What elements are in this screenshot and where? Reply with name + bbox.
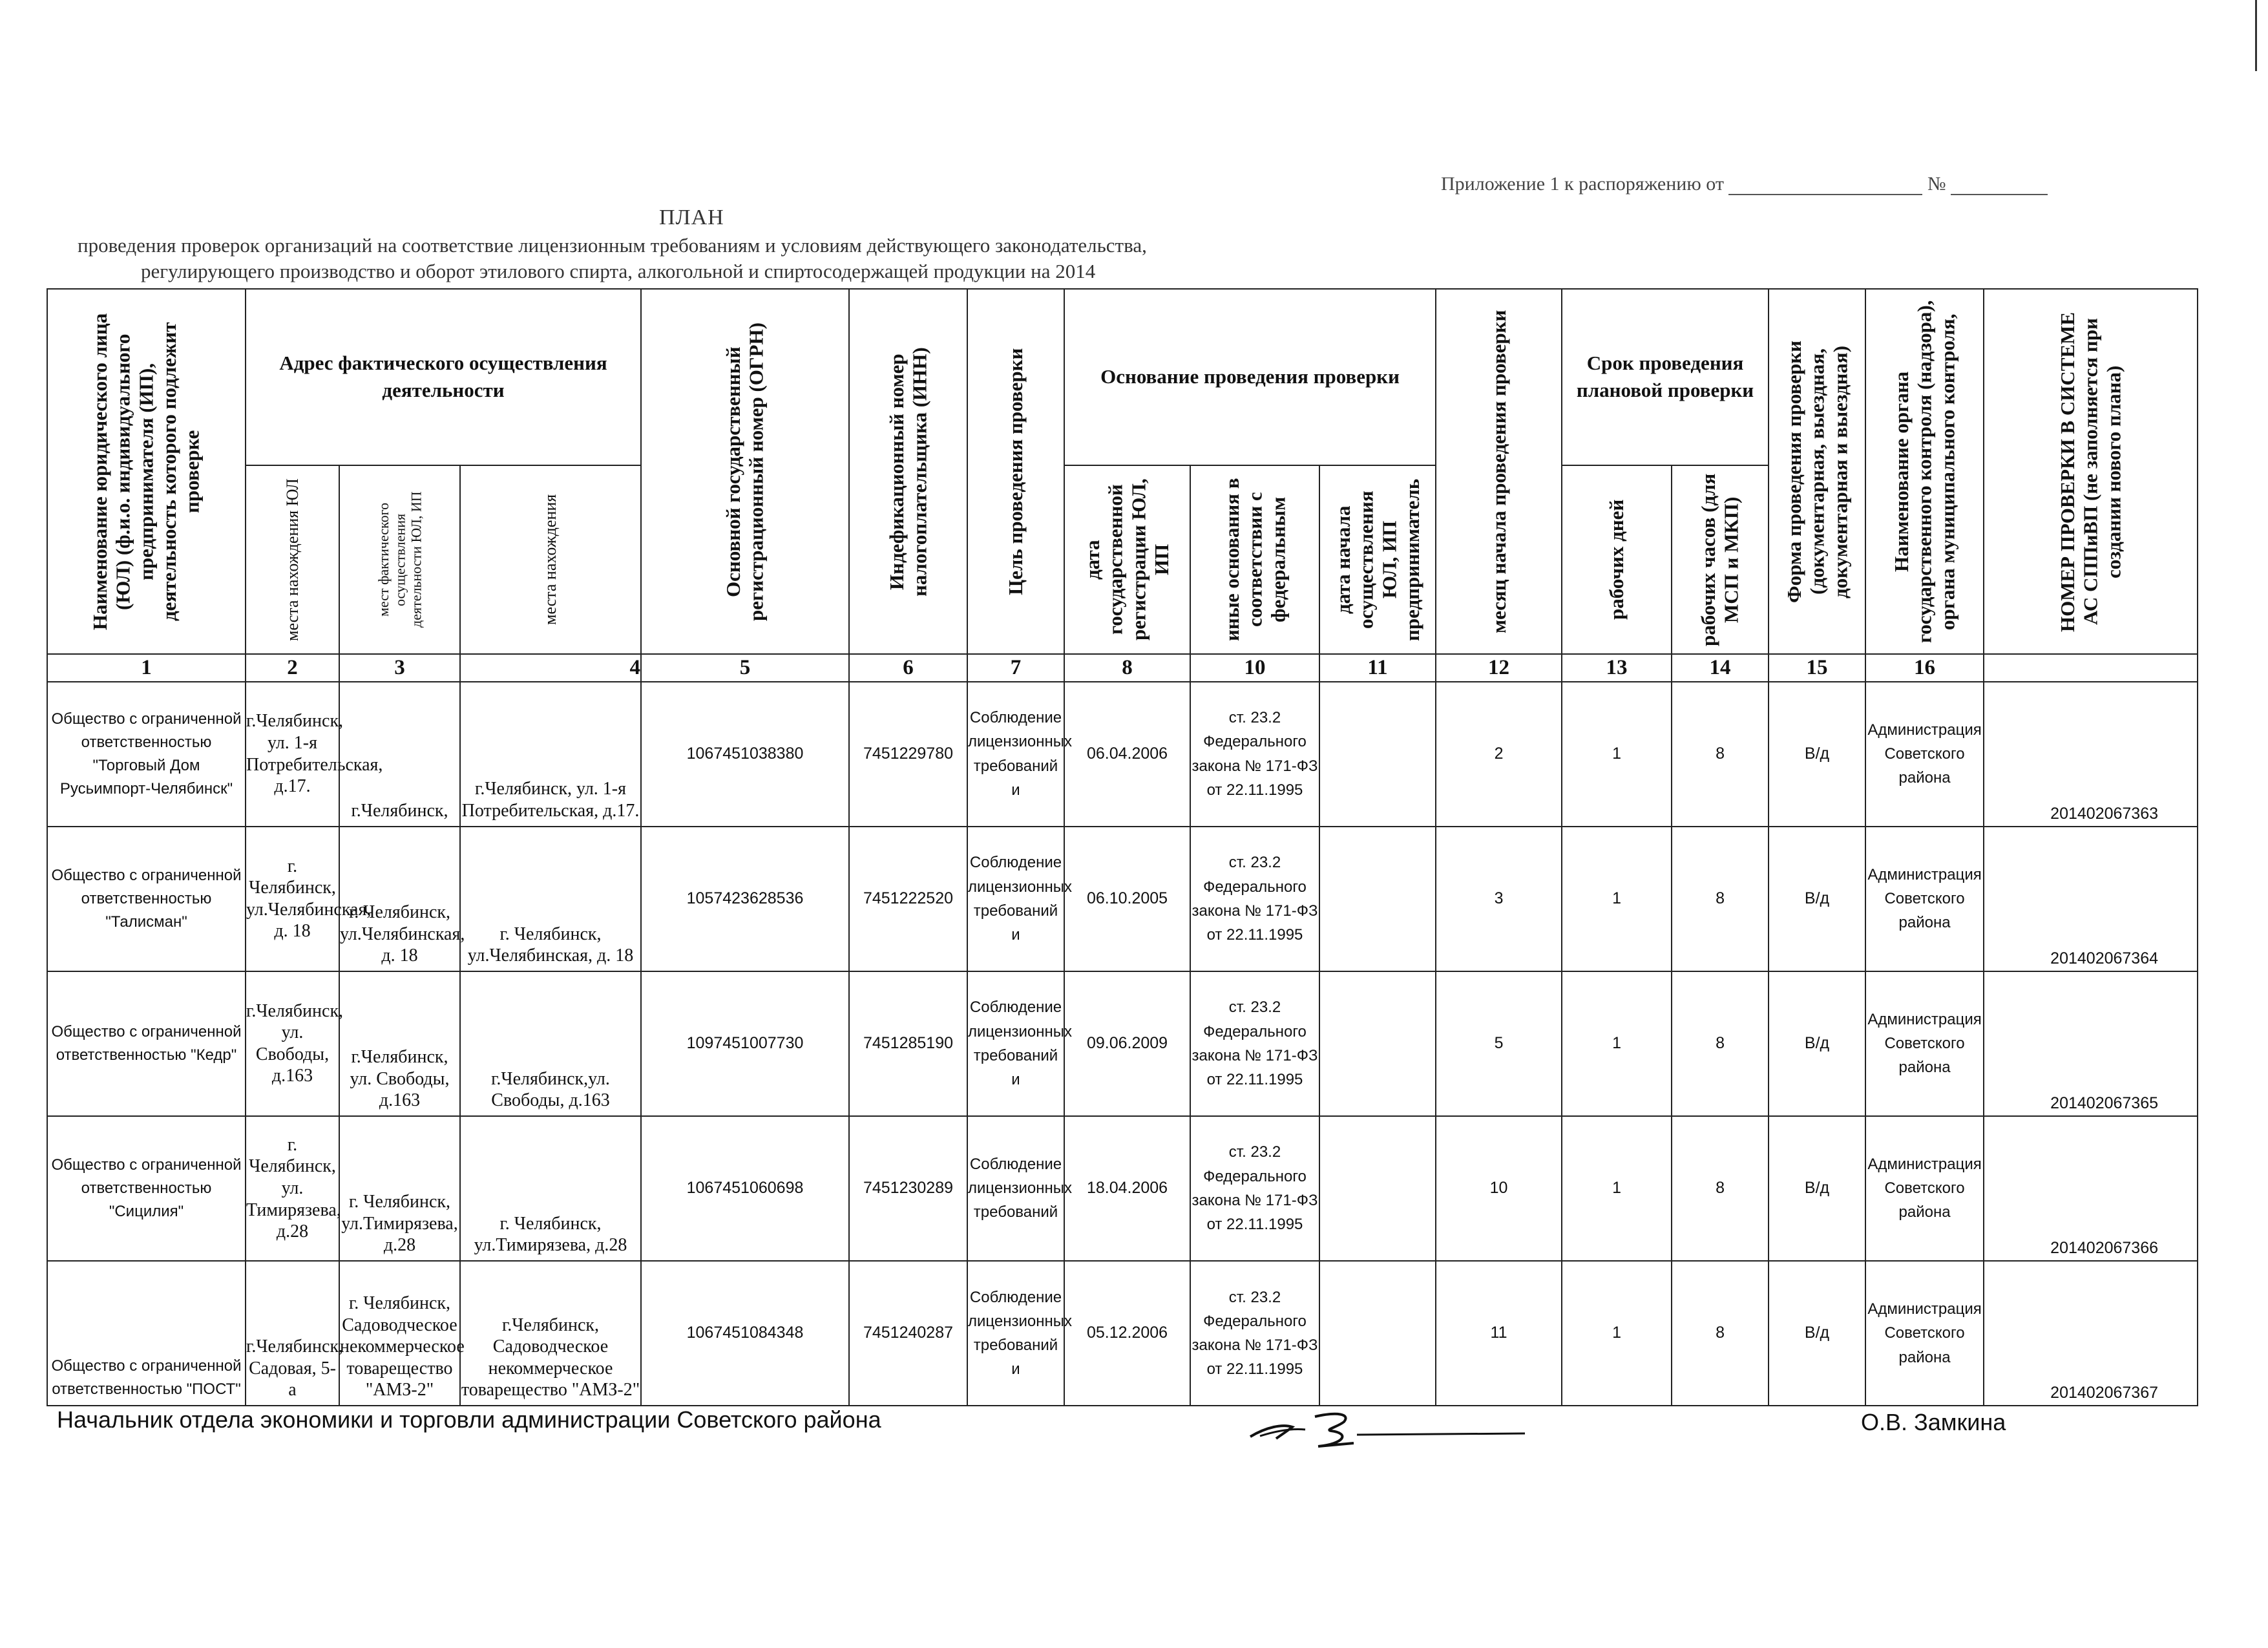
inn-value: 7451285190 bbox=[849, 971, 967, 1116]
col-header-other-basis: иные основания в соответствии с федеральным bbox=[1190, 465, 1319, 655]
workhours-value: 8 bbox=[1672, 827, 1769, 971]
number-blank bbox=[1951, 194, 2048, 195]
check-number-value: 201402067364 bbox=[1984, 827, 2198, 971]
month-value: 11 bbox=[1436, 1261, 1562, 1406]
legal-address: г.Челябинск, ул. Свободы, д.163 bbox=[246, 971, 339, 1116]
basis-value: ст. 23.2 Федерального закона № 171-ФЗ от 22.11.1995 bbox=[1190, 1116, 1319, 1261]
handwritten-signature bbox=[1247, 1408, 1531, 1453]
table-row bbox=[47, 1116, 2198, 1261]
basis-value: ст. 23.2 Федерального закона № 171-ФЗ от 22.11.1995 bbox=[1190, 971, 1319, 1116]
workhours-value: 8 bbox=[1672, 971, 1769, 1116]
workdays-value: 1 bbox=[1562, 682, 1672, 827]
date-blank bbox=[1728, 194, 1922, 195]
col-header-actual-address: мест фактического осуществления деятельности ЮЛ, ИП bbox=[339, 465, 460, 655]
location-address: г.Челябинск, Садоводческое некоммерческое товарещество "АМЗ-2" bbox=[460, 1261, 641, 1406]
col-header-workhours: рабочих часов (для МСП и МКП) bbox=[1672, 465, 1769, 655]
legal-address: г.Челябинск, Садовая, 5-а bbox=[246, 1261, 339, 1406]
col-number: 2 bbox=[246, 654, 339, 681]
appendix-reference bbox=[1441, 173, 2048, 195]
entity-name: Общество с ограниченной ответственностью "Талисман" bbox=[47, 827, 246, 971]
reg-date-value: 06.04.2006 bbox=[1064, 682, 1190, 827]
col-number: 10 bbox=[1190, 654, 1319, 681]
location-address: г. Челябинск, ул.Тимирязева, д.28 bbox=[460, 1116, 641, 1261]
inn-value: 7451229780 bbox=[849, 682, 967, 827]
start-date-value bbox=[1319, 971, 1436, 1116]
purpose-value: Соблюдение лицензионных требований и bbox=[967, 827, 1064, 971]
col-number: 11 bbox=[1319, 654, 1436, 681]
col-number: 14 bbox=[1672, 654, 1769, 681]
header-row-1 bbox=[47, 289, 2198, 465]
col-header-form: Форма проведения проверки (документарная, выездная, документарная и выездная) bbox=[1769, 289, 1865, 654]
authority-value: Администрация Советского района bbox=[1865, 682, 1984, 827]
entity-name: Общество с ограниченной ответственностью "Сицилия" bbox=[47, 1116, 246, 1261]
col-header-legal-address: места нахождения ЮЛ bbox=[246, 465, 339, 655]
check-number-value: 201402067365 bbox=[1984, 971, 2198, 1116]
page-edge-line bbox=[2255, 0, 2257, 71]
col-header-check-number: НОМЕР ПРОВЕРКИ В СИСТЕМЕ АС СППиВП (не заполняется при создании нового плана) bbox=[1984, 289, 2198, 654]
col-header-purpose: Цель проведения проверки bbox=[967, 289, 1064, 654]
month-value: 3 bbox=[1436, 827, 1562, 971]
col-header-ogrn: Основной государственный регистрационный номер (ОГРН) bbox=[641, 289, 849, 654]
inn-value: 7451240287 bbox=[849, 1261, 967, 1406]
location-address: г. Челябинск, ул.Челябинская, д. 18 bbox=[460, 827, 641, 971]
start-date-value bbox=[1319, 827, 1436, 971]
col-header-location: места нахождения bbox=[460, 465, 641, 655]
authority-value: Администрация Советского района bbox=[1865, 971, 1984, 1116]
actual-address: г. Челябинск, ул.Челябинская, д. 18 bbox=[339, 827, 460, 971]
table-row bbox=[47, 1261, 2198, 1406]
check-number-value: 201402067366 bbox=[1984, 1116, 2198, 1261]
workdays-value: 1 bbox=[1562, 971, 1672, 1116]
col-header-inn: Индефикационный номер налогоплательщика (ИНН) bbox=[849, 289, 967, 654]
table-row bbox=[47, 682, 2198, 827]
check-number-value: 201402067367 bbox=[1984, 1261, 2198, 1406]
col-header-month: месяц начала проведения проверки bbox=[1436, 289, 1562, 654]
col-number: 4 bbox=[460, 654, 641, 681]
col-number: 8 bbox=[1064, 654, 1190, 681]
form-value: В/д bbox=[1769, 827, 1865, 971]
actual-address: г.Челябинск, ул. Свободы, д.163 bbox=[339, 971, 460, 1116]
purpose-value: Соблюдение лицензионных требований и bbox=[967, 971, 1064, 1116]
col-header-entity-name: Наименование юридического лица (ЮЛ) (ф.и.о. индивидуального предпринимателя (ИП), деятельность которого подлежит проверке bbox=[47, 289, 246, 654]
col-header-authority: Наименование органа государственного контроля (надзора), органа муниципального контроля, bbox=[1865, 289, 1984, 654]
basis-value: ст. 23.2 Федерального закона № 171-ФЗ от 22.11.1995 bbox=[1190, 1261, 1319, 1406]
authority-value: Администрация Советского района bbox=[1865, 827, 1984, 971]
purpose-value: Соблюдение лицензионных требований и bbox=[967, 1261, 1064, 1406]
document-title: ПЛАН bbox=[659, 206, 724, 229]
form-value: В/д bbox=[1769, 971, 1865, 1116]
reg-date-value: 18.04.2006 bbox=[1064, 1116, 1190, 1261]
number-label: № bbox=[1927, 173, 1946, 195]
start-date-value bbox=[1319, 682, 1436, 827]
col-header-workdays: рабочих дней bbox=[1562, 465, 1672, 655]
workdays-value: 1 bbox=[1562, 827, 1672, 971]
document-subtitle-line2: регулирующего производство и оборот этилового спирта, алкогольной и спиртосодержащей продукции на 2014 bbox=[141, 260, 1096, 282]
authority-value: Администрация Советского района bbox=[1865, 1261, 1984, 1406]
legal-address: г. Челябинск, ул.Челябинская, д. 18 bbox=[246, 827, 339, 971]
entity-name: Общество с ограниченной ответственностью "Кедр" bbox=[47, 971, 246, 1116]
col-header-basis-group: Основание проведения проверки bbox=[1064, 289, 1436, 465]
actual-address: г. Челябинск, ул.Тимирязева, д.28 bbox=[339, 1116, 460, 1261]
appendix-text: Приложение 1 к распоряжению от bbox=[1441, 173, 1724, 195]
inspection-plan-table bbox=[47, 288, 2198, 1406]
table-row bbox=[47, 827, 2198, 971]
workdays-value: 1 bbox=[1562, 1116, 1672, 1261]
ogrn-value: 1057423628536 bbox=[641, 827, 849, 971]
col-number: 15 bbox=[1769, 654, 1865, 681]
table-row bbox=[47, 971, 2198, 1116]
actual-address: г.Челябинск, bbox=[339, 682, 460, 827]
col-header-start-date: дата начала осуществления ЮЛ, ИП предприниматель bbox=[1319, 465, 1436, 655]
workdays-value: 1 bbox=[1562, 1261, 1672, 1406]
column-number-row bbox=[47, 654, 2198, 681]
start-date-value bbox=[1319, 1261, 1436, 1406]
signer-position: Начальник отдела экономики и торговли администрации Советского района bbox=[57, 1406, 881, 1433]
col-header-term-group: Срок проведения плановой проверки bbox=[1562, 289, 1769, 465]
basis-value: ст. 23.2 Федерального закона № 171-ФЗ от 22.11.1995 bbox=[1190, 827, 1319, 971]
col-number: 16 bbox=[1865, 654, 1984, 681]
check-number-value: 201402067363 bbox=[1984, 682, 2198, 827]
workhours-value: 8 bbox=[1672, 1261, 1769, 1406]
month-value: 5 bbox=[1436, 971, 1562, 1116]
reg-date-value: 05.12.2006 bbox=[1064, 1261, 1190, 1406]
col-number bbox=[1984, 654, 2198, 681]
inn-value: 7451230289 bbox=[849, 1116, 967, 1261]
col-number: 1 bbox=[47, 654, 246, 681]
location-address: г.Челябинск,ул. Свободы, д.163 bbox=[460, 971, 641, 1116]
entity-name: Общество с ограниченной ответственностью "ПОСТ" bbox=[47, 1261, 246, 1406]
basis-value: ст. 23.2 Федерального закона № 171-ФЗ от 22.11.1995 bbox=[1190, 682, 1319, 827]
col-number: 7 bbox=[967, 654, 1064, 681]
col-number: 3 bbox=[339, 654, 460, 681]
reg-date-value: 09.06.2009 bbox=[1064, 971, 1190, 1116]
signer-name: О.В. Замкина bbox=[1861, 1409, 2006, 1435]
purpose-value: Соблюдение лицензионных требований bbox=[967, 1116, 1064, 1261]
ogrn-value: 1067451060698 bbox=[641, 1116, 849, 1261]
inn-value: 7451222520 bbox=[849, 827, 967, 971]
document-subtitle-line1: проведения проверок организаций на соответствие лицензионным требованиям и условиям действующего законодательства, bbox=[78, 234, 1147, 257]
ogrn-value: 1097451007730 bbox=[641, 971, 849, 1116]
form-value: В/д bbox=[1769, 1116, 1865, 1261]
ogrn-value: 1067451084348 bbox=[641, 1261, 849, 1406]
entity-name: Общество с ограниченной ответственностью "Торговый Дом Русьимпорт-Челябинск" bbox=[47, 682, 246, 827]
reg-date-value: 06.10.2005 bbox=[1064, 827, 1190, 971]
workhours-value: 8 bbox=[1672, 682, 1769, 827]
col-number: 13 bbox=[1562, 654, 1672, 681]
actual-address: г. Челябинск, Садоводческое некоммерческое товарещество "АМЗ-2" bbox=[339, 1261, 460, 1406]
purpose-value: Соблюдение лицензионных требований и bbox=[967, 682, 1064, 827]
month-value: 2 bbox=[1436, 682, 1562, 827]
location-address: г.Челябинск, ул. 1-я Потребительская, д.17. bbox=[460, 682, 641, 827]
legal-address: г. Челябинск, ул. Тимирязева, д.28 bbox=[246, 1116, 339, 1261]
form-value: В/д bbox=[1769, 682, 1865, 827]
col-header-address-group: Адрес фактического осуществления деятельности bbox=[246, 289, 641, 465]
ogrn-value: 1067451038380 bbox=[641, 682, 849, 827]
legal-address: г.Челябинск, ул. 1-я Потребительская, д.17. bbox=[246, 682, 339, 827]
col-number: 6 bbox=[849, 654, 967, 681]
workhours-value: 8 bbox=[1672, 1116, 1769, 1261]
start-date-value bbox=[1319, 1116, 1436, 1261]
col-number: 12 bbox=[1436, 654, 1562, 681]
form-value: В/д bbox=[1769, 1261, 1865, 1406]
month-value: 10 bbox=[1436, 1116, 1562, 1261]
col-number: 5 bbox=[641, 654, 849, 681]
col-header-reg-date: дата государственной регистрации ЮЛ, ИП bbox=[1064, 465, 1190, 655]
authority-value: Администрация Советского района bbox=[1865, 1116, 1984, 1261]
